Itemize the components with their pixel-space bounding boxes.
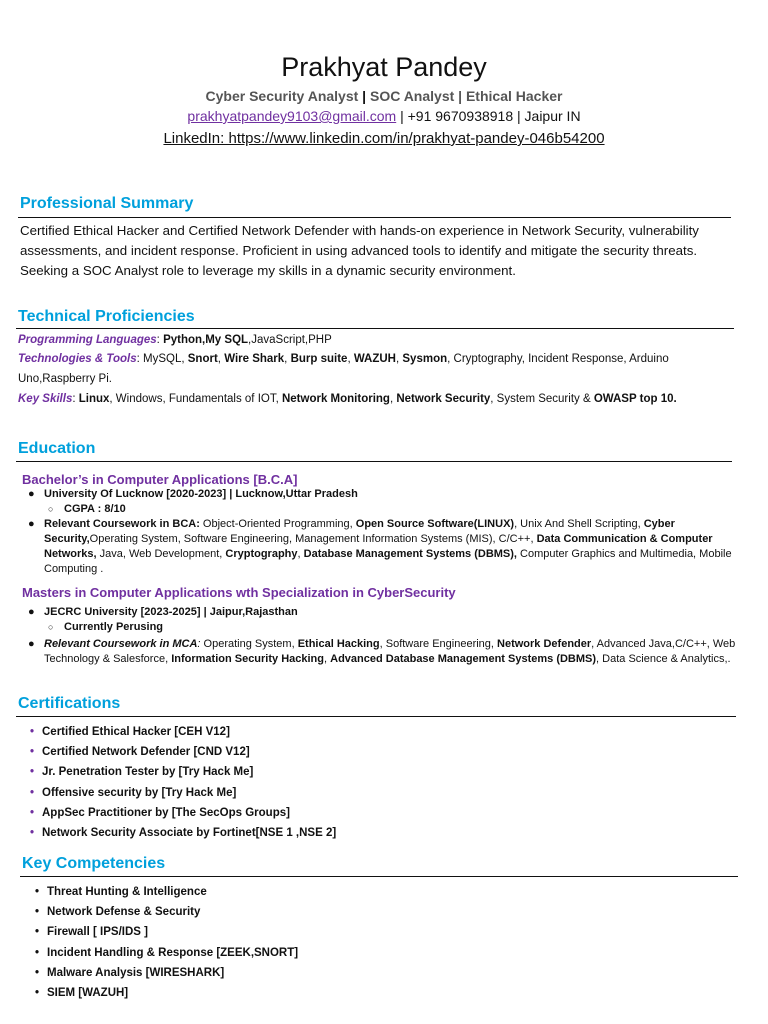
technologies-tools-line: Technologies & Tools: MySQL, Snort, Wire Shark, Burp suite, WAZUH, Sysmon, Cryptography, Incident Response, Arduino Uno,Raspberry Pi. (18, 353, 669, 385)
summary-text: Certified Ethical Hacker and Certified Network Defender with hands-on experience in Network Security, vulnerability assessments, and incident response. Proficient in using advanced tools to identify and mitigate the security threats. Seeking a SOC Analyst role to leverage my skills in a dynamic security environment. (20, 223, 699, 278)
bca-cgpa: CGPA : 8/10 (64, 503, 126, 515)
list-item: ○ CGPA : 8/10 (48, 503, 126, 515)
section-title-competencies: Key Competencies (22, 855, 166, 872)
technologies-tools-label: Technologies & Tools (18, 353, 137, 365)
programming-languages-bold: Python,My SQL (163, 334, 249, 346)
role-3: Ethical Hacker (465, 88, 563, 104)
certification-item: • Network Security Associate by Fortinet[NSE 1 ,NSE 2] (30, 827, 337, 840)
section-title-technical: Technical Proficiencies (18, 308, 195, 325)
certification-item: • AppSec Practitioner by [The SecOps Groups] (30, 806, 290, 819)
section-divider (18, 217, 731, 218)
linkedin-link[interactable]: LinkedIn: https://www.linkedin.com/in/prakhyat-pandey-046b54200 (163, 130, 605, 147)
certification-item: • Certified Ethical Hacker [CEH V12] (30, 726, 230, 738)
list-item: ● Relevant Coursework in MCA: Operating System, Ethical Hacking, Software Engineering, Network Defender, Advanced Java,C/C++, Web Technology & Salesforce, Information Security Hacking, Advanced Database Management Systems (DBMS), Data Science & Analytics,. (28, 638, 736, 665)
section-divider (16, 461, 732, 462)
list-item: ● Relevant Coursework in BCA: Object-Oriented Programming, Open Source Software(LINUX), Unix And Shell Scripting, Cyber Security,Operating System, Software Engineering, Management Information Systems (MIS), C/C++, Data Communication & Computer Networks, Java, Web Development, Cryptography, Database Management Systems (DBMS), Computer Graphics and Multimedia, Mobile Computing . (28, 518, 732, 575)
bca-university: University Of Lucknow [2020-2023] | Lucknow,Uttar Pradesh (44, 488, 358, 500)
competency-item: • Firewall [ IPS/IDS ] (35, 926, 148, 939)
email-link[interactable]: prakhyatpandey9103@gmail.com (187, 108, 397, 124)
bca-details (24, 487, 734, 577)
phone-location: | +91 9670938918 | Jaipur IN (396, 108, 581, 124)
contact-line (0, 108, 768, 124)
certification-item: • Certified Network Defender [CND V12] (30, 746, 250, 759)
competency-item: • SIEM [WAZUH] (35, 987, 129, 1000)
role-1: Cyber Security Analyst (205, 88, 359, 104)
role-line (0, 88, 768, 104)
competency-item: • Incident Handling & Response [ZEEK,SNORT] (35, 946, 299, 959)
section-title-certifications: Certifications (18, 695, 121, 712)
section-title-education: Education (18, 440, 96, 457)
bca-heading: Bachelor’s in Computer Applications [B.C.A] (22, 472, 298, 487)
section-divider (20, 876, 738, 877)
programming-languages-line: Programming Languages: Python,My SQL,JavaScript,PHP (18, 334, 332, 346)
role-separator-1: | (358, 88, 370, 104)
competencies-list (35, 882, 735, 1003)
mca-university: JECRC University [2023-2025] | Jaipur,Rajasthan (44, 606, 298, 618)
section-title-summary: Professional Summary (20, 195, 194, 212)
role-separator-2: | (454, 88, 466, 104)
certifications-list (30, 722, 730, 843)
key-skills-line: Key Skills: Linux, Windows, Fundamentals of IOT, Network Monitoring, Network Security, System Security & OWASP top 10. (18, 393, 677, 405)
section-divider (16, 328, 734, 329)
list-item: ● University Of Lucknow [2020-2023] | Lucknow,Uttar Pradesh (28, 488, 358, 500)
programming-languages-rest: ,JavaScript,PHP (248, 334, 332, 346)
candidate-name: Prakhyat Pandey (281, 52, 487, 82)
list-item: ● JECRC University [2023-2025] | Jaipur,Rajasthan (28, 606, 298, 618)
competency-item: • Malware Analysis [WIRESHARK] (35, 966, 225, 979)
mca-coursework-label: Relevant Coursework in MCA (44, 638, 198, 650)
certification-item: • Offensive security by [Try Hack Me] (30, 786, 237, 799)
role-2: SOC Analyst (369, 88, 455, 104)
competency-item: • Network Defense & Security (35, 906, 201, 919)
bca-coursework-label: Relevant Coursework in BCA: (44, 518, 200, 530)
certification-item: • Jr. Penetration Tester by [Try Hack Me] (30, 766, 254, 779)
key-skills-label: Key Skills (18, 393, 73, 405)
mca-status: Currently Perusing (64, 621, 164, 633)
mca-heading: Masters in Computer Applications wth Specialization in CyberSecurity (22, 585, 456, 600)
list-item: ○ Currently Perusing (48, 621, 164, 633)
mca-details (24, 605, 740, 667)
programming-languages-label: Programming Languages (18, 334, 157, 346)
section-divider (16, 716, 736, 717)
competency-item: • Threat Hunting & Intelligence (35, 886, 207, 898)
